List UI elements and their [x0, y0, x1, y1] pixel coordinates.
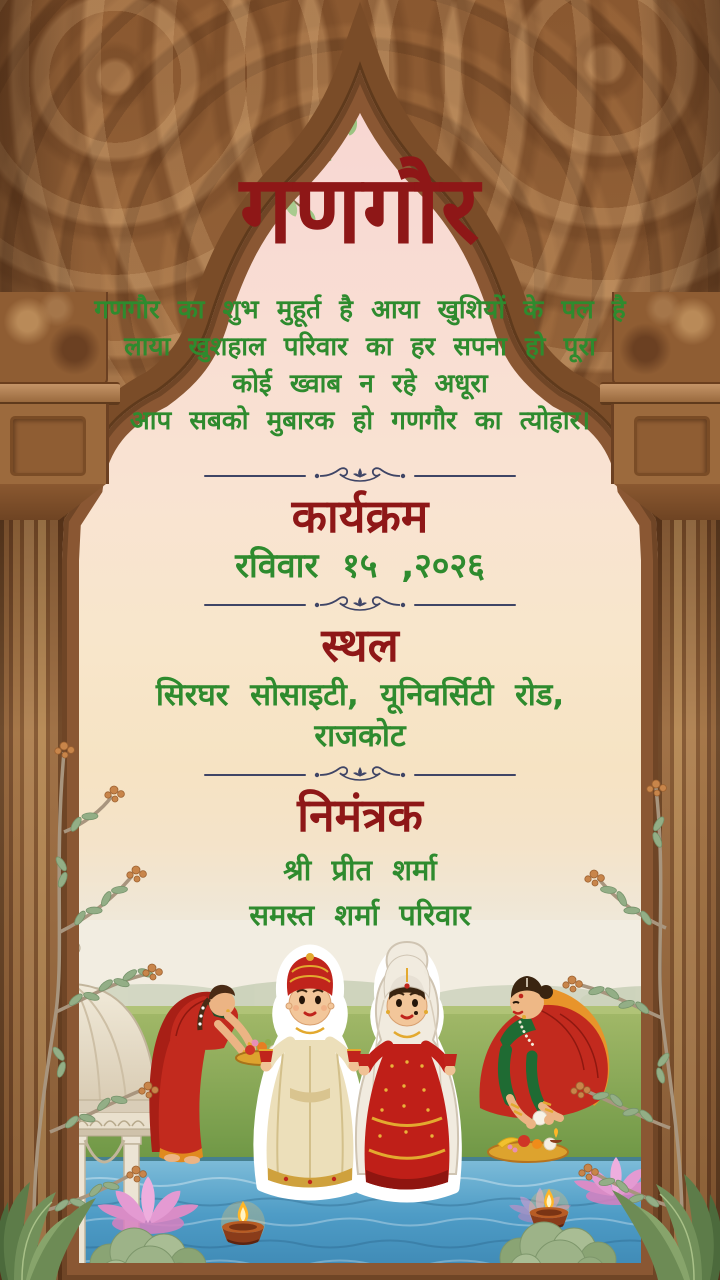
host-heading: निमंत्रक: [297, 787, 423, 842]
ornamental-divider: [204, 466, 516, 486]
scroll-ornament-icon: [312, 765, 408, 785]
verse-line: गणगौर का शुभ मुहूर्त है आया खुशियों के पल है: [94, 294, 626, 325]
scroll-ornament-icon: [312, 466, 408, 486]
venue-address-line1: सिरघर सोसाइटी, यूनिवर्सिटी रोड,: [155, 676, 565, 713]
ornamental-divider: [204, 595, 516, 615]
scroll-ornament-icon: [312, 595, 408, 615]
venue-address-line2: राजकोट: [314, 717, 406, 754]
host-family: समस्त शर्मा परिवार: [249, 898, 471, 932]
card-title: गणगौर: [239, 156, 481, 265]
verse-line: कोई ख्वाब न रहे अधूरा: [232, 368, 488, 399]
greeting-verse: [0, 292, 720, 440]
verse-line: आप सबको मुबारक हो गणगौर का त्योहार।: [129, 405, 591, 436]
program-heading: कार्यक्रम: [291, 488, 429, 543]
program-date: रविवार १५ ,२०२६: [235, 546, 485, 586]
host-name: श्री प्रीत शर्मा: [283, 853, 437, 887]
venue-heading: स्थल: [321, 618, 399, 672]
verse-line: लाया खुशहाल परिवार का हर सपना हो पूरा: [124, 331, 596, 362]
ornamental-divider: [204, 765, 516, 785]
